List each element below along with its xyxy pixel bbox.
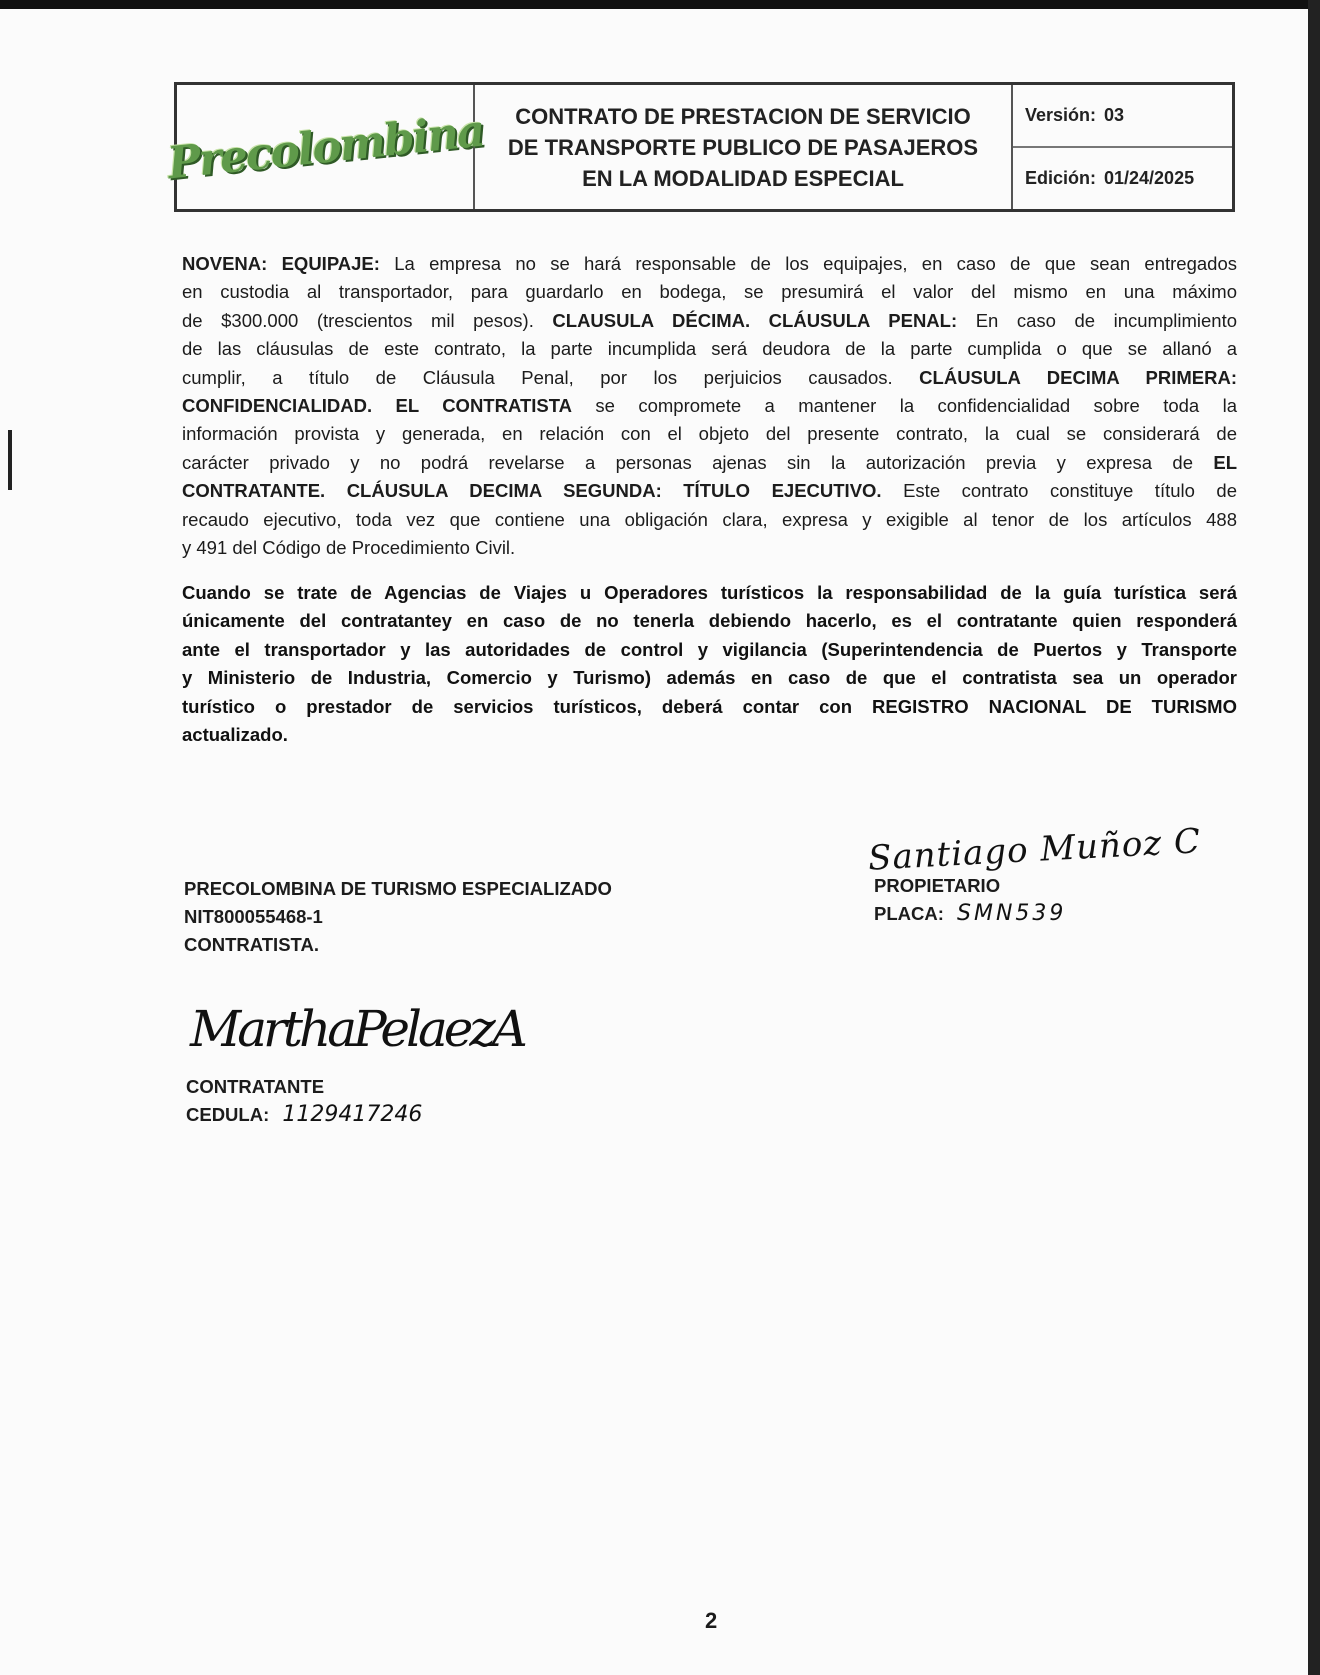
version-value: 03 <box>1104 105 1125 125</box>
text: ante el transportador y las autoridades de control y vigilancia (Superintendencia de Puertos y Transporte <box>182 638 1237 660</box>
text-line <box>182 335 1237 363</box>
text-line <box>182 392 1237 420</box>
scan-border-top <box>0 0 1320 9</box>
text: y Ministerio de Industria, Comercio y Turismo) además en caso de que el contratista sea un operador <box>182 667 1237 689</box>
text: En caso de incumplimiento <box>957 309 1238 331</box>
plate-value: SMN539 <box>957 901 1067 926</box>
text-line <box>182 579 1237 607</box>
version-row <box>1013 85 1232 146</box>
plate-line <box>874 900 1066 928</box>
scan-border-right <box>1308 0 1320 1675</box>
bold-text: NOVENA: EQUIPAJE: <box>182 253 380 274</box>
document-meta <box>1013 85 1232 209</box>
owner-signature: Santiago Muñoz C <box>867 821 1202 879</box>
text-line <box>182 534 1237 562</box>
text: información provista y generada, en relación con el objeto del presente contrato, la cual se considerará de <box>182 423 1237 445</box>
text-line <box>182 607 1237 635</box>
edition-row <box>1013 146 1232 209</box>
owner-role: PROPIETARIO <box>874 875 1001 896</box>
text: cumplir, a título de Cláusula Penal, por los perjuicios causados. <box>182 366 920 388</box>
text: carácter privado y no podrá revelarse a personas ajenas sin la autorización previa y expresa de <box>182 451 1214 473</box>
text: en custodia al transportador, para guardarlo en bodega, se presumirá el valor del mismo en una máximo <box>182 281 1237 303</box>
text: turístico o prestador de servicios turísticos, deberá contar con REGISTRO NACIONAL DE TURISMO <box>182 695 1237 717</box>
text-line <box>182 721 1237 749</box>
client-role: CONTRATANTE <box>186 1076 325 1097</box>
text: de las cláusulas de este contrato, la parte incumplida será deudora de la parte cumplida o que se allanó a <box>182 338 1237 360</box>
company-logo: Precolombina <box>164 105 486 189</box>
text-line <box>182 364 1237 392</box>
title-line: CONTRATO DE PRESTACION DE SERVICIO <box>515 103 971 129</box>
document-header <box>164 82 1235 212</box>
version-label: Versión: <box>1025 105 1097 125</box>
edition-label: Edición: <box>1025 168 1096 188</box>
text: actualizado. <box>182 723 288 745</box>
client-block <box>186 1073 422 1129</box>
bold-text: CLÁUSULA DECIMA PRIMERA: <box>919 366 1238 388</box>
client-id-label: CEDULA: <box>186 1104 270 1125</box>
text: Cuando se trate de Agencias de Viajes u Operadores turísticos la responsabilidad de la guía turística será <box>182 582 1237 603</box>
bold-text: EL <box>1213 451 1237 473</box>
plate-label: PLACA: <box>874 903 944 924</box>
client-id-value: 1129417246 <box>282 1102 423 1127</box>
agencies-paragraph <box>182 579 1237 749</box>
contractor-block <box>184 875 612 959</box>
text: únicamente del contratantey en caso de no tenerla debiendo hacerlo, es el contratante quien responderá <box>182 610 1237 632</box>
text-line <box>182 250 1237 278</box>
text: se compromete a mantener la confidencialidad sobre toda la <box>572 394 1237 416</box>
contractor-nit: NIT800055468-1 <box>184 906 323 927</box>
text: La empresa no se hará responsable de los equipajes, en caso de que sean entregados <box>379 253 1237 274</box>
clauses-paragraph <box>182 250 1237 562</box>
client-signature: MarthaPelaezA <box>190 1000 524 1058</box>
text: y 491 del Código de Procedimiento Civil. <box>182 536 516 558</box>
text-line <box>182 477 1237 505</box>
title-line: EN LA MODALIDAD ESPECIAL <box>582 165 904 191</box>
text-line <box>182 506 1237 534</box>
page-number: 2 <box>705 1608 718 1633</box>
bold-text: CONFIDENCIALIDAD. EL CONTRATISTA <box>182 394 573 416</box>
scan-mark <box>8 430 12 490</box>
title-line: DE TRANSPORTE PUBLICO DE PASAJEROS <box>507 134 979 160</box>
document-title <box>475 85 1013 209</box>
bold-text: CLAUSULA DÉCIMA. CLÁUSULA PENAL: <box>552 309 958 331</box>
text-line <box>182 693 1237 721</box>
client-id-line <box>186 1101 422 1129</box>
text: Este contrato constituye título de <box>881 480 1238 502</box>
owner-block <box>874 872 1066 928</box>
edition-value: 01/24/2025 <box>1104 168 1195 188</box>
text-line <box>182 664 1237 692</box>
contractor-role: CONTRATISTA. <box>184 934 319 955</box>
bold-text: CONTRATANTE. CLÁUSULA DECIMA SEGUNDA: TÍTULO EJECUTIVO. <box>182 480 882 502</box>
text: recaudo ejecutivo, toda vez que contiene una obligación clara, expresa y exigible al tenor de los artículos 488 <box>182 508 1237 530</box>
contractor-company: PRECOLOMBINA DE TURISMO ESPECIALIZADO <box>184 878 612 899</box>
text: de $300.000 (trescientos mil pesos). <box>182 309 553 331</box>
text-line <box>182 636 1237 664</box>
text-line <box>182 420 1237 448</box>
text-line <box>182 278 1237 306</box>
logo-cell <box>164 85 486 209</box>
text-line <box>182 449 1237 477</box>
text-line <box>182 307 1237 335</box>
